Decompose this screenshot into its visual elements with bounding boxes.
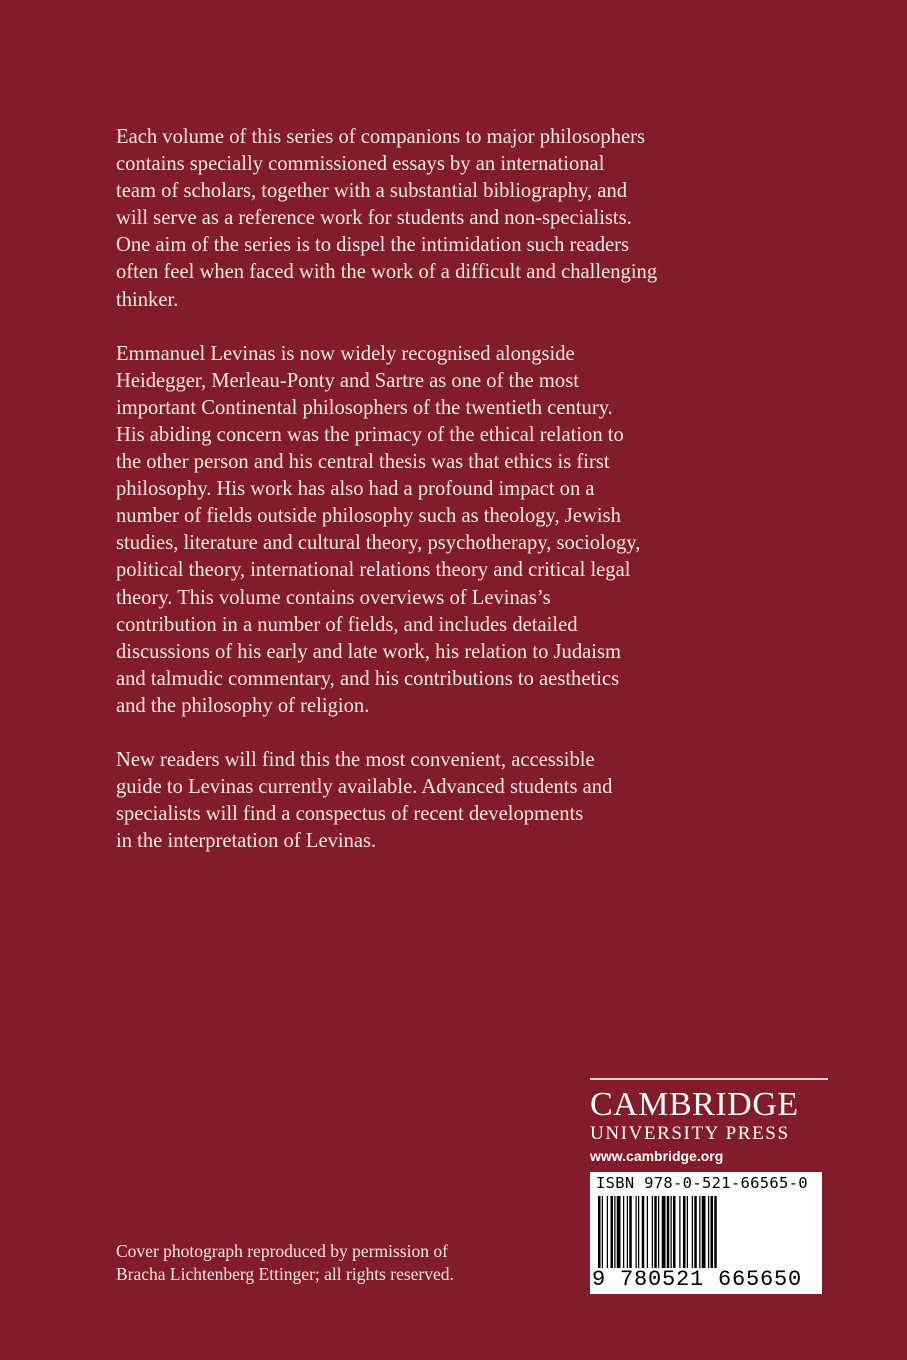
blurb-line: guide to Levinas currently available. Advanced students and (116, 776, 613, 799)
publisher-url: www.cambridge.org (590, 1148, 724, 1164)
barcode-bar (671, 1196, 672, 1268)
blurb-line: team of scholars, together with a substantial bibliography, and (116, 180, 628, 203)
credit-line: Cover photograph reproduced by permission of (116, 1241, 448, 1261)
blurb-line: Heidegger, Merleau-Ponty and Sartre as one of the most (116, 369, 579, 392)
barcode-bar (694, 1196, 697, 1268)
isbn-barcode (590, 1172, 822, 1294)
blurb-line: specialists will find a conspectus of recent developments (116, 803, 584, 826)
barcode-bar (611, 1196, 614, 1268)
blurb-line: and talmudic commentary, and his contributions to aesthetics (116, 667, 620, 690)
barcode-bar (617, 1196, 621, 1268)
barcode-bar (614, 1196, 615, 1268)
blurb-line: contribution in a number of fields, and includes detailed (116, 613, 578, 636)
barcode-bar (602, 1196, 603, 1268)
blurb-line: New readers will find this the most convenient, accessible (116, 748, 595, 771)
publisher-subtitle: UNIVERSITY PRESS (590, 1123, 790, 1144)
barcode-bar (662, 1196, 666, 1268)
barcode-bar (629, 1196, 632, 1268)
blurb-line: philosophy. His work has also had a profound impact on a (116, 478, 595, 501)
barcode-bars (596, 1196, 816, 1268)
publisher-name: CAMBRIDGE (590, 1086, 799, 1123)
credit-line: Bracha Lichtenberg Ettinger; all rights reserved. (116, 1264, 454, 1284)
barcode-bar (673, 1196, 676, 1268)
back-cover-blurb (116, 124, 816, 882)
blurb-line: studies, literature and cultural theory, psychotherapy, sociology, (116, 532, 641, 555)
barcode-bar (679, 1196, 680, 1268)
barcode-bar (607, 1196, 608, 1268)
barcode-bar (598, 1196, 601, 1268)
barcode-bar (687, 1196, 688, 1268)
barcode-bar (623, 1196, 624, 1268)
barcode-bar (638, 1196, 639, 1268)
barcode-bar (667, 1196, 670, 1268)
barcode-bar (636, 1196, 637, 1268)
blurb-line: often feel when faced with the work of a difficult and challenging (116, 261, 658, 284)
barcode-bar (658, 1196, 659, 1268)
barcode-bar (647, 1196, 648, 1268)
barcode-bar (699, 1196, 700, 1268)
blurb-line: Emmanuel Levinas is now widely recognised alongside (116, 342, 575, 365)
barcode-bar (654, 1196, 657, 1268)
barcode-bar (702, 1196, 706, 1268)
blurb-line: His abiding concern was the primacy of the ethical relation to (116, 423, 624, 446)
blurb-paragraph-levinas (116, 341, 816, 720)
publisher-block (590, 1078, 828, 1166)
barcode-bar (711, 1196, 714, 1268)
barcode-bar (642, 1196, 645, 1268)
barcode-digits: 9 780521 665650 (592, 1268, 820, 1292)
blurb-paragraph-readers (116, 747, 816, 855)
blurb-line: and the philosophy of religion. (116, 694, 370, 717)
cover-photo-credit (116, 1240, 454, 1286)
barcode-bar (692, 1196, 693, 1268)
blurb-line: theory. This volume contains overviews of Levinas’s (116, 586, 551, 609)
barcode-bar (714, 1196, 717, 1268)
blurb-line: important Continental philosophers of the twentieth century. (116, 396, 613, 419)
blurb-line: in the interpretation of Levinas. (116, 830, 377, 853)
blurb-line: contains specially commissioned essays by an international (116, 153, 605, 176)
blurb-line: discussions of his early and late work, his relation to Judaism (116, 640, 622, 663)
blurb-line: number of fields outside philosophy such as theology, Jewish (116, 505, 621, 528)
barcode-bar (708, 1196, 709, 1268)
blurb-line: One aim of the series is to dispel the intimidation such readers (116, 234, 630, 257)
blurb-paragraph-series (116, 124, 816, 314)
blurb-line: political theory, international relations theory and critical legal (116, 559, 631, 582)
blurb-line: Each volume of this series of companions to major philosophers (116, 126, 646, 148)
blurb-line: the other person and his central thesis was that ethics is first (116, 451, 610, 474)
barcode-bar (627, 1196, 628, 1268)
blurb-line: thinker. (116, 288, 179, 311)
barcode-bar (683, 1196, 686, 1268)
blurb-line: will serve as a reference work for students and non-specialists. (116, 207, 632, 230)
isbn-label: ISBN 978-0-521-66565-0 (596, 1174, 808, 1192)
barcode-bar (652, 1196, 653, 1268)
